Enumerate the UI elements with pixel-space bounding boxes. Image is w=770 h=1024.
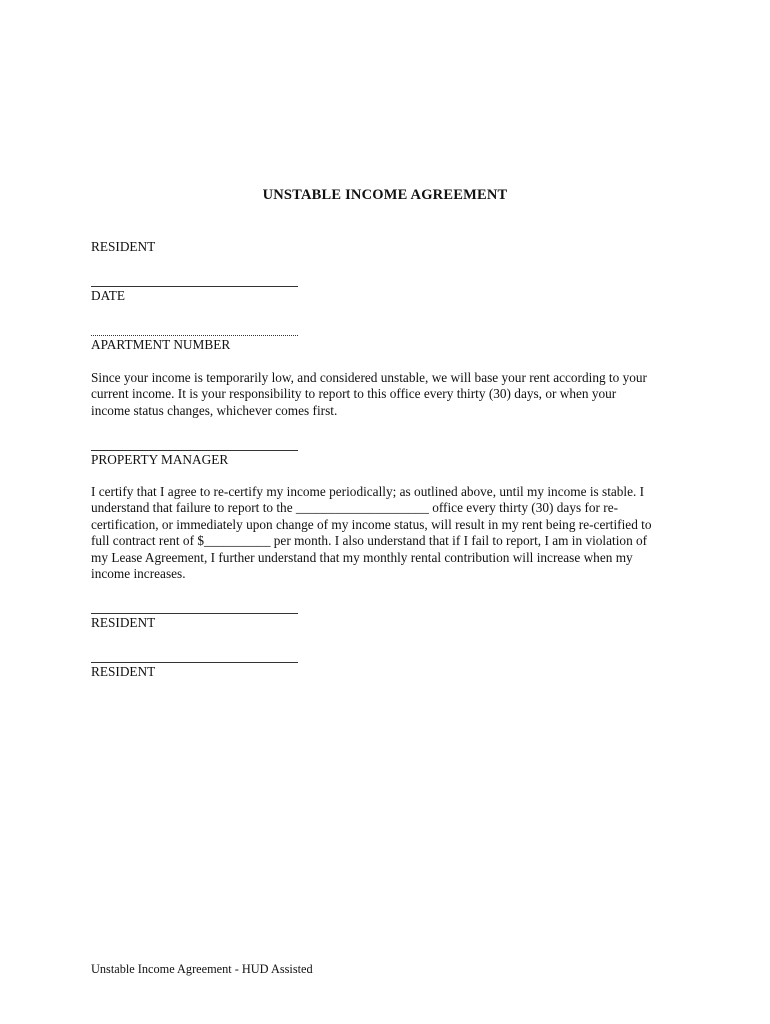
paragraph-line: my Lease Agreement, I further understand that my monthly rental contribution will increase when my — [91, 549, 633, 565]
apartment-number-line — [91, 335, 298, 336]
paragraph-line: full contract rent of $__________ per month. I also understand that if I fail to report, I am in violation of — [91, 533, 648, 549]
page-footer: Unstable Income Agreement - HUD Assisted — [91, 962, 313, 976]
resident-signature-label-2: RESIDENT — [91, 664, 156, 679]
resident-signature-line-2 — [91, 662, 298, 663]
paragraph-line: understand that failure to report to the ____________________ office every thirty (30) days for re- — [91, 500, 619, 516]
paragraph-line: current income. It is your responsibility to report to this office every thirty (30) days, or when your — [91, 386, 617, 402]
property-manager-signature-line — [91, 450, 298, 451]
date-label: DATE — [91, 288, 125, 303]
paragraph-line: Since your income is temporarily low, and considered unstable, we will base your rent according to your — [91, 370, 647, 385]
rent-basis-paragraph — [91, 370, 691, 419]
resident-signature-line-1 — [91, 613, 298, 614]
apartment-number-label: APARTMENT NUMBER — [91, 337, 231, 352]
resident-label: RESIDENT — [91, 239, 156, 254]
resident-signature-label-1: RESIDENT — [91, 615, 156, 630]
paragraph-line: certification, or immediately upon change of my income status, will result in my rent being re-certified to — [91, 516, 652, 532]
date-signature-line — [91, 286, 298, 287]
paragraph-line: I certify that I agree to re-certify my income periodically; as outlined above, until my income is stable. I — [91, 484, 645, 499]
certification-paragraph — [91, 484, 691, 582]
property-manager-label: PROPERTY MANAGER — [91, 452, 229, 467]
paragraph-line: income status changes, whichever comes first. — [91, 402, 338, 418]
document-title: UNSTABLE INCOME AGREEMENT — [262, 187, 508, 203]
paragraph-line: income increases. — [91, 566, 186, 582]
